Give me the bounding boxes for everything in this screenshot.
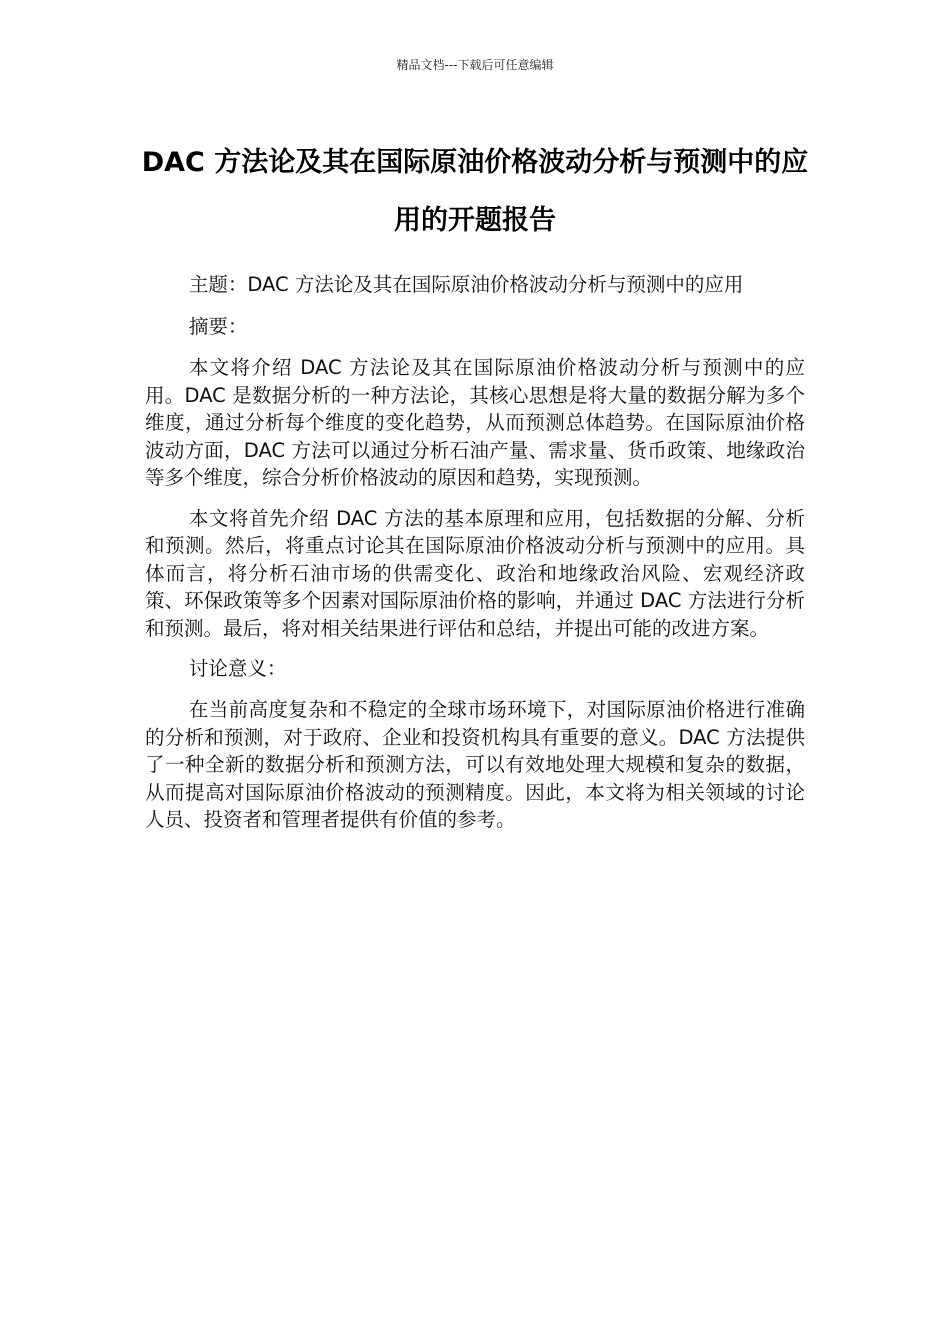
paragraph-intro: 本文将介绍 DAC 方法论及其在国际原油价格波动分析与预测中的应用。DAC 是数据分析的一种方法论，其核心思想是将大量的数据分解为多个维度，通过分析每个维度的变化趋势，从而预测总体趋势。在国际原油价格波动方面，DAC 方法可以通过分析石油产量、需求量、货币政策、地缘政治等多个维度，综合分析价格波动的原因和趋势，实现预测。 xyxy=(145,356,805,489)
header-note: 精品文档---下载后可任意编辑 xyxy=(396,58,554,72)
paragraph-plan: 本文将首先介绍 DAC 方法的基本原理和应用，包括数据的分解、分析和预测。然后，将重点讨论其在国际原油价格波动分析与预测中的应用。具体而言，将分析石油市场的供需变化、政治和地缘政治风险、宏观经济政策、环保政策等多个因素对国际原油价格的影响，并通过 DAC 方法进行分析和预测。最后，将对相关结果进行评估和总结，并提出可能的改进方案。 xyxy=(145,506,805,640)
theme-line: 主题：DAC 方法论及其在国际原油价格波动分析与预测中的应用 xyxy=(188,273,744,296)
paragraph-significance: 在当前高度复杂和不稳定的全球市场环境下，对国际原油价格进行准确的分析和预测，对于政府、企业和投资机构具有重要的意义。DAC 方法提供了一种全新的数据分析和预测方法，可以有效地处理大规模和复杂的数据，从而提高对国际原油价格波动的预测精度。因此，本文将为相关领域的讨论人员、投资者和管理者提供有价值的参考。 xyxy=(145,698,805,831)
significance-label: 讨论意义： xyxy=(188,657,287,680)
document-title: DAC 方法论及其在国际原油价格波动分析与预测中的应用的开题报告 xyxy=(141,147,809,236)
abstract-label: 摘要： xyxy=(188,315,248,338)
document-body xyxy=(145,270,805,834)
